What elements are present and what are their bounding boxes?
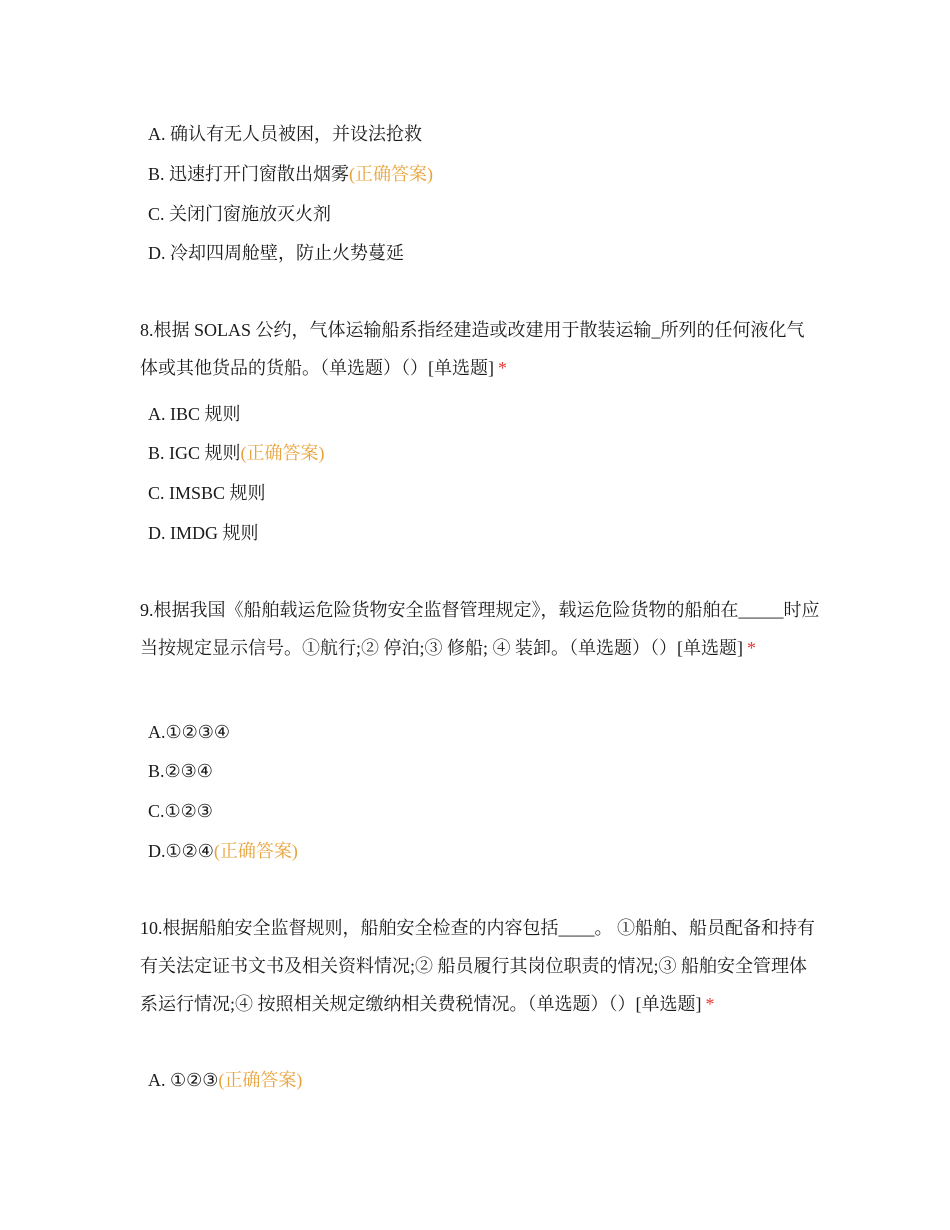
required-marker: * — [705, 994, 715, 1014]
option-text: A. 确认有无人员被困，并设法抢救 — [148, 124, 422, 144]
q7-option-a — [148, 122, 422, 146]
q10-option-a — [148, 1068, 302, 1092]
q8-option-b — [148, 441, 325, 465]
required-marker: * — [498, 358, 507, 378]
q10-question-text — [140, 909, 820, 1023]
q9-option-c — [148, 799, 213, 823]
q8-option-a — [148, 402, 241, 426]
correct-answer-label: (正确答案) — [240, 443, 325, 463]
option-text: B. IGC 规则 — [148, 443, 241, 463]
correct-answer-label: (正确答案) — [213, 841, 298, 861]
q8-question-text — [140, 311, 820, 387]
q7-option-c — [148, 202, 331, 226]
option-text: B. 迅速打开门窗散出烟雾 — [148, 164, 350, 184]
option-text: C.①②③ — [148, 801, 213, 821]
option-text: A. IBC 规则 — [148, 404, 241, 424]
q9-question-text — [140, 591, 820, 667]
correct-answer-label: (正确答案) — [349, 164, 434, 184]
required-marker: * — [747, 638, 756, 658]
question-text: 8.根据 SOLAS 公约，气体运输船系指经建造或改建用于散装运输_所列的任何液化气体或其他货品的货船。（单选题）（）[单选题] — [140, 320, 805, 378]
q9-option-d — [148, 839, 298, 863]
option-text: A. ①②③ — [148, 1070, 219, 1090]
q8-option-d — [148, 521, 259, 545]
option-text: A.①②③④ — [148, 722, 231, 742]
question-text: 9.根据我国《船舶载运危险货物安全监督管理规定》，载运危险货物的船舶在_____时应当按规定显示信号。①航行;② 停泊;③ 修船; ④ 装卸。（单选题）（）[单选题] — [140, 600, 820, 658]
q7-option-d — [148, 241, 404, 265]
option-text: D. IMDG 规则 — [148, 523, 259, 543]
option-text: C. 关闭门窗施放灭火剂 — [148, 204, 332, 224]
correct-answer-label: (正确答案) — [218, 1070, 303, 1090]
q8-option-c — [148, 481, 266, 505]
q9-option-a — [148, 720, 230, 744]
option-text: C. IMSBC 规则 — [148, 483, 266, 503]
option-text: D. 冷却四周舱壁，防止火势蔓延 — [148, 243, 404, 263]
q9-option-b — [148, 759, 213, 783]
question-text: 10.根据船舶安全监督规则，船舶安全检查的内容包括____。 ①船舶、船员配备和持有有关法定证书文书及相关资料情况;② 船员履行其岗位职责的情况;③ 船舶安全管理体系运行情况;④ 按照相关规定缴纳相关费税情况。（单选题）（）[单选题] — [140, 918, 815, 1014]
option-text: B.②③④ — [148, 761, 213, 781]
q7-option-b — [148, 162, 433, 186]
option-text: D.①②④ — [148, 841, 214, 861]
